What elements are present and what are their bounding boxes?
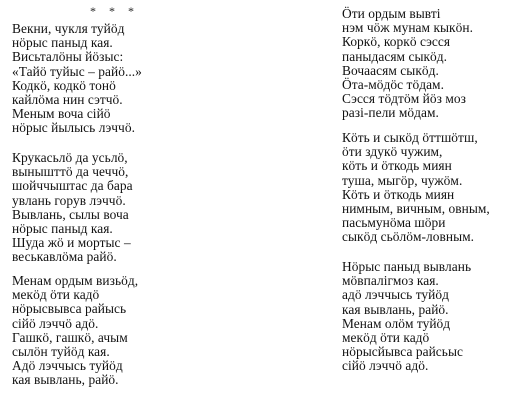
stanza-3 <box>12 274 138 388</box>
poem-line: мӧвпалігмоз кая. <box>342 273 439 289</box>
poem-line: Шуда жӧ и мортыс – <box>12 235 131 251</box>
poem-line: Менам олӧм туйӧд <box>342 315 451 331</box>
poem-line: сыкӧд сьӧлӧм-ловным. <box>342 229 475 245</box>
poem-line: Крукасьлӧ да усьлӧ, <box>12 150 128 165</box>
poem-line: кӧть и ӧткодь миян <box>342 158 452 174</box>
poem-line: нӧрыс паныд кая. <box>12 220 113 236</box>
stanza-6 <box>342 260 471 374</box>
section-ornament: * * * <box>90 4 139 18</box>
poem-line: Ӧта-мӧдӧс тӧдам. <box>342 76 444 92</box>
poem-line: сійӧ лэччӧ адӧ. <box>12 315 99 331</box>
stanza-2 <box>12 151 133 265</box>
poem-line: нӧрыс йылысь лэччӧ. <box>12 120 135 136</box>
stanza-5 <box>342 131 490 245</box>
poem-line: Кӧть и сыкӧд ӧттшӧтш, <box>342 130 478 145</box>
poem-line: Меным вочa сійӧ <box>12 106 111 122</box>
poem-line: нӧрысвывса райысь <box>12 301 127 317</box>
poem-line: пасьмунӧма шӧри <box>342 215 446 231</box>
poem-line: кая вывлань, райӧ. <box>342 301 449 317</box>
poem-line: кайлӧма нин сэтчӧ. <box>12 91 123 107</box>
poem-line: Висьталӧны йӧзыс: <box>12 49 124 65</box>
poem-line: Адӧ лэччысь туйӧд <box>12 358 123 374</box>
poem-line: Кодкӧ, кодкӧ тонӧ <box>12 77 116 93</box>
poem-line: сійӧ лэччӧ адӧ. <box>342 358 429 374</box>
poem-line: Вочаасям сыкӧд. <box>342 62 439 78</box>
poem-line: нӧрысйывса райсьыс <box>342 344 463 360</box>
poem-line: ӧти здукӧ чужим, <box>342 144 443 160</box>
poem-line: вынышттӧ да чеччӧ, <box>12 164 129 180</box>
poem-line: Вывлань, сылы воча <box>12 206 129 222</box>
poem-line: Кӧть и ӧткодь миян <box>342 186 455 202</box>
stanza-4 <box>342 7 473 121</box>
poem-line: мекӧд ӧти кадӧ <box>342 329 430 345</box>
poem-line: «Тайӧ туйыс – райӧ...» <box>12 63 142 79</box>
poem-line: веськавлӧма райӧ. <box>12 249 117 265</box>
poem-line: Коркӧ, коркӧ сэсся <box>342 34 451 50</box>
poem-line: сылӧн туйӧд кая. <box>12 343 110 359</box>
poem-line: Векни, чукля туйӧд <box>12 21 125 36</box>
poem-line: Нӧрыс паныд вывлань <box>342 259 472 274</box>
poem-line: нэм чӧж мунам кыкӧн. <box>342 20 473 36</box>
poem-line: нӧрыс паныд кая. <box>12 35 113 51</box>
poem-line: Менам ордым визьӧд, <box>12 273 139 288</box>
poem-line: нимным, вичным, овным, <box>342 200 490 216</box>
poem-line: Ӧти ордым вывті <box>342 6 441 21</box>
poem-line: увлань горув лэччӧ. <box>12 192 126 208</box>
poem-line: шойччыштас да бара <box>12 178 133 194</box>
poem-line: разі-пели мӧдам. <box>342 105 439 121</box>
poem-line: адӧ лэччысь туйӧд <box>342 287 449 303</box>
stanza-1 <box>12 22 142 136</box>
poem-line: Гашкӧ, гашкӧ, ачым <box>12 329 128 345</box>
poem-line: туша, мыгӧр, чужӧм. <box>342 172 463 188</box>
poem-line: кая вывлань, райӧ. <box>12 372 119 388</box>
poem-line: Сэсся тӧдтӧм йӧз моз <box>342 91 466 107</box>
poem-line: мекӧд ӧти кадӧ <box>12 287 100 303</box>
poem-line: паныдасям сыкӧд. <box>342 48 448 64</box>
